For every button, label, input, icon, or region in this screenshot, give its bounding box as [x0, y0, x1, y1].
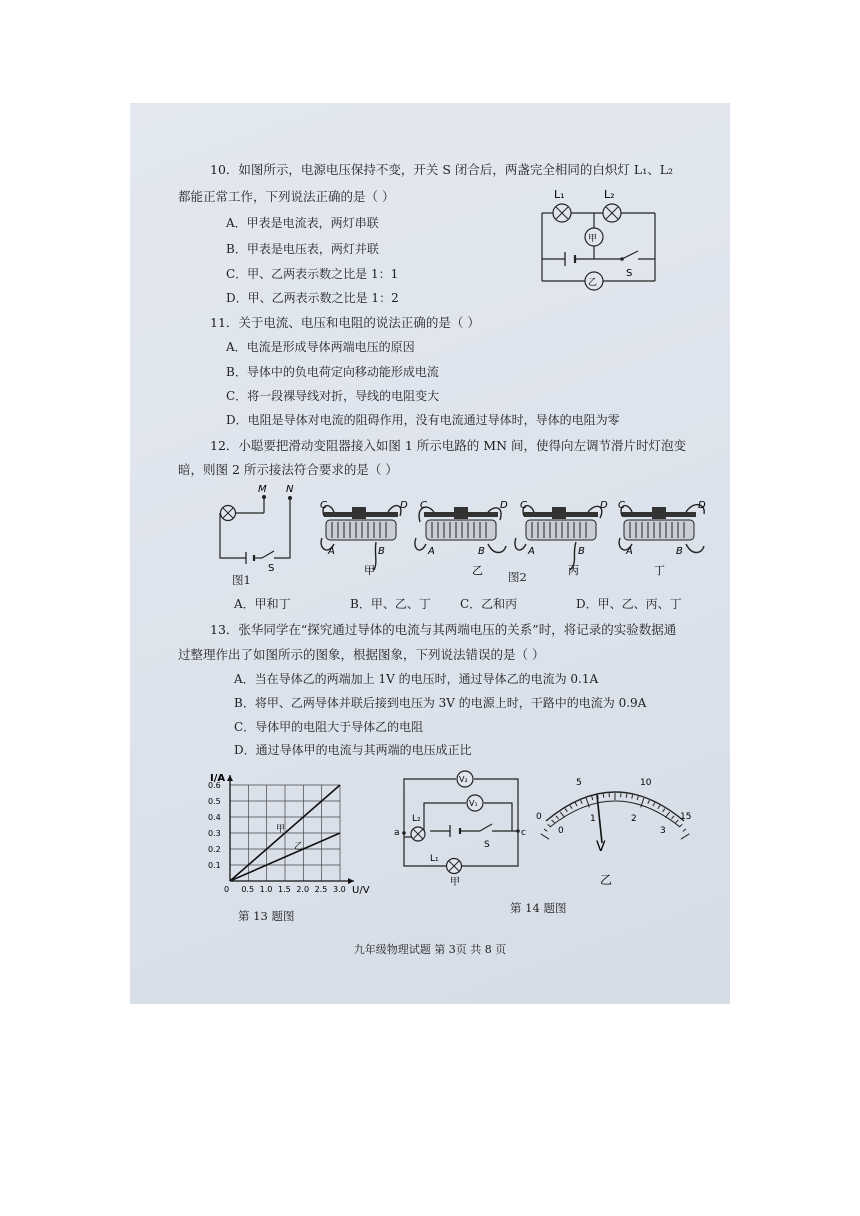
dial-tick	[626, 794, 627, 798]
x-tick-label: 0	[224, 885, 230, 894]
y-tick-label: 0.2	[208, 845, 221, 854]
chart-y-axis-label: I/A	[210, 773, 226, 784]
series-label: 乙	[294, 842, 304, 852]
q12-label-n: N	[286, 484, 294, 495]
chart-x-axis-label: U/V	[352, 885, 370, 896]
q10-label-l1: L₁	[554, 188, 565, 201]
q11-option-b: B．导体中的负电荷定向移动能形成电流	[226, 365, 439, 379]
terminal-a-label: A	[328, 546, 335, 557]
rheostat-label-bing: 丙	[568, 564, 579, 577]
dial-tick	[570, 805, 572, 808]
q10-option-a: A．甲表是电流表，两灯串联	[226, 216, 379, 230]
q12-figure1-circuit	[216, 483, 296, 573]
dial-tick	[681, 834, 689, 839]
x-tick-label: 3.0	[333, 885, 346, 894]
series-label: 甲	[275, 824, 285, 835]
q12-option-b: B．甲、乙、丁	[350, 597, 431, 611]
terminal-b-label: B	[378, 546, 385, 557]
dial-tick	[648, 800, 650, 804]
terminal-a-label: A	[428, 546, 435, 557]
q10-circuit-diagram	[530, 181, 670, 291]
q13-option-a: A．当在导体乙的两端加上 1V 的电压时，通过导体乙的电流为 0.1A	[234, 672, 599, 686]
y-tick-label: 0.1	[208, 861, 221, 870]
dial-tick	[683, 829, 686, 831]
x-tick-label: 1.0	[259, 885, 273, 894]
q12-figure2-caption: 图2	[508, 570, 527, 584]
q10-option-d: D．甲、乙两表示数之比是 1：2	[226, 291, 399, 305]
q12-stem-line1: 12．小聪要把滑动变阻器接入如图 1 所示电路的 MN 间，使得向左调节滑片时灯泡变	[210, 438, 686, 453]
q13-option-d: D．通过导体甲的电流与其两端的电压成正比	[234, 743, 472, 757]
lamp-icon	[221, 506, 236, 521]
q11-option-c: C．将一段裸导线对折，导线的电阻变大	[226, 389, 440, 403]
q12-label-m: M	[258, 484, 267, 495]
q13-stem-line1: 13．张华同学在“探究通过导体的电流与其两端电压的关系”时，将记录的实验数据通	[210, 622, 677, 637]
terminal-d-label: D	[500, 500, 508, 511]
terminal-c-label: C	[420, 500, 427, 511]
rheostat-ding	[618, 500, 706, 577]
y-tick-label: 0.5	[208, 797, 221, 806]
dial-tick	[560, 812, 564, 817]
y-axis-arrow	[227, 775, 233, 781]
terminal-b-label: B	[676, 546, 683, 557]
lamp-l1-icon	[553, 204, 571, 222]
dial-tick	[653, 803, 655, 807]
q14-label-a: a	[394, 828, 400, 838]
y-tick-label: 0.3	[208, 829, 221, 838]
dial-unit-label: V	[596, 839, 606, 855]
terminal-c-label: C	[618, 500, 625, 511]
terminal-c-label: C	[520, 500, 527, 511]
page-footer: 九年级物理试题 第 3页 共 8 页	[353, 943, 507, 956]
terminal-b-label: B	[478, 546, 485, 557]
q14-label-c: c	[521, 828, 526, 838]
dial-tick	[544, 829, 547, 831]
terminal-d-label: D	[600, 500, 608, 511]
q11-option-d: D．电阻是导体对电流的阻碍作用，没有电流通过导体时，导体的电阻为零	[226, 413, 620, 427]
x-tick-label: 0.5	[241, 885, 255, 894]
q12-option-d: D．甲、乙、丙、丁	[576, 597, 682, 611]
q13-option-c: C．导体甲的电阻大于导体乙的电阻	[234, 720, 424, 734]
rheostat-label-ding: 丁	[654, 564, 665, 577]
lamp-l1-icon	[447, 859, 462, 874]
x-tick-label: 2.5	[314, 885, 328, 894]
dial-tick	[541, 834, 549, 839]
terminal-b-label: B	[578, 546, 585, 557]
y-tick-label: 0.4	[208, 813, 221, 822]
x-tick-label: 1.5	[278, 885, 291, 894]
q10-label-jia: 甲	[588, 234, 598, 244]
q13-option-b: B．将甲、乙两导体并联后接到电压为 3V 的电源上时，干路中的电流为 0.9A	[234, 696, 647, 710]
q13-iu-chart	[206, 771, 376, 901]
dial-tick	[556, 816, 559, 819]
dial-tick	[548, 824, 551, 827]
dial-upper-5: 5	[576, 778, 582, 788]
dial-tick	[581, 800, 583, 804]
rheostat-yi	[415, 500, 508, 577]
terminal-a-label: A	[626, 546, 633, 557]
q10-option-b: B．甲表是电压表，两灯并联	[226, 242, 379, 256]
dial-tick	[658, 805, 660, 808]
x-tick-label: 2.0	[296, 885, 310, 894]
y-tick-label: 0.6	[208, 781, 221, 790]
rheostat-bing	[515, 500, 608, 577]
dial-tick	[665, 812, 669, 817]
q12-label-s: S	[268, 563, 275, 574]
dial-tick	[552, 820, 555, 823]
dial-tick	[603, 794, 604, 798]
lamp-l2-icon	[411, 827, 425, 841]
q10-option-c: C．甲、乙两表示数之比是 1：1	[226, 267, 399, 281]
dial-upper-10: 10	[640, 778, 652, 788]
dial-tick	[632, 795, 633, 799]
q14-figure-caption: 第 14 题图	[510, 901, 567, 915]
q14-label-jia: 甲	[450, 877, 460, 888]
q13-stem-line2: 过整理作出了如图所示的图象，根据图象，下列说法错误的是（ ）	[178, 647, 545, 662]
q12-option-c: C．乙和丙	[460, 597, 518, 611]
dial-tick	[565, 809, 567, 812]
q14-label-v2: V₂	[459, 775, 468, 784]
q14-label-l1: L₁	[430, 854, 439, 864]
dial-tick	[663, 809, 665, 812]
q14-label-l2: L₂	[412, 814, 421, 824]
q10-label-l2: L₂	[604, 188, 615, 201]
dial-lower-2: 2	[631, 814, 637, 824]
terminal-d-label: D	[698, 500, 706, 511]
q14-label-v1: V₁	[469, 799, 478, 808]
dial-tick	[671, 816, 674, 819]
x-axis-arrow	[348, 878, 354, 884]
rheostat-label-jia: 甲	[364, 564, 375, 577]
exam-page	[130, 103, 730, 1004]
q12-figure1-caption: 图1	[232, 573, 251, 587]
q11-stem: 11．关于电流、电压和电阻的说法正确的是（ ）	[210, 315, 480, 330]
q12-option-a: A．甲和丁	[234, 597, 291, 611]
dial-tick	[637, 796, 638, 800]
dial-lower-3: 3	[660, 826, 666, 836]
q12-stem-line2: 暗，则图 2 所示接法符合要求的是（ ）	[178, 462, 398, 477]
dial-tick	[676, 820, 679, 823]
dial-upper-0: 0	[536, 812, 542, 822]
q14-label-s: S	[484, 840, 490, 850]
dial-tick	[679, 824, 682, 827]
q14-voltmeter-dial	[530, 771, 700, 891]
dial-tick	[575, 803, 577, 807]
q13-figure-caption: 第 13 题图	[238, 909, 295, 923]
q10-stem-line2: 都能正常工作，下列说法正确的是（ ）	[178, 189, 395, 204]
q10-label-yi: 乙	[588, 278, 598, 288]
rheostat-label-yi: 乙	[472, 564, 483, 577]
terminal-c-label: C	[320, 500, 327, 511]
dial-tick	[592, 796, 593, 800]
q10-stem-line1: 10．如图所示，电源电压保持不变，开关 S 闭合后，两盏完全相同的白炽灯 L₁、L₂	[210, 162, 674, 177]
dial-lower-1: 1	[590, 814, 596, 824]
lamp-l2-icon	[603, 204, 621, 222]
rheostat-jia	[320, 500, 408, 577]
dial-lower-0: 0	[558, 826, 564, 836]
q11-option-a: A．电流是形成导体两端电压的原因	[226, 340, 415, 354]
terminal-a-label: A	[528, 546, 535, 557]
terminal-d-label: D	[400, 500, 408, 511]
dial-upper-15: 15	[680, 812, 692, 822]
q14-circuit-diagram	[392, 771, 532, 888]
q10-label-s: S	[626, 268, 633, 279]
dial-label-yi: 乙	[600, 873, 613, 887]
